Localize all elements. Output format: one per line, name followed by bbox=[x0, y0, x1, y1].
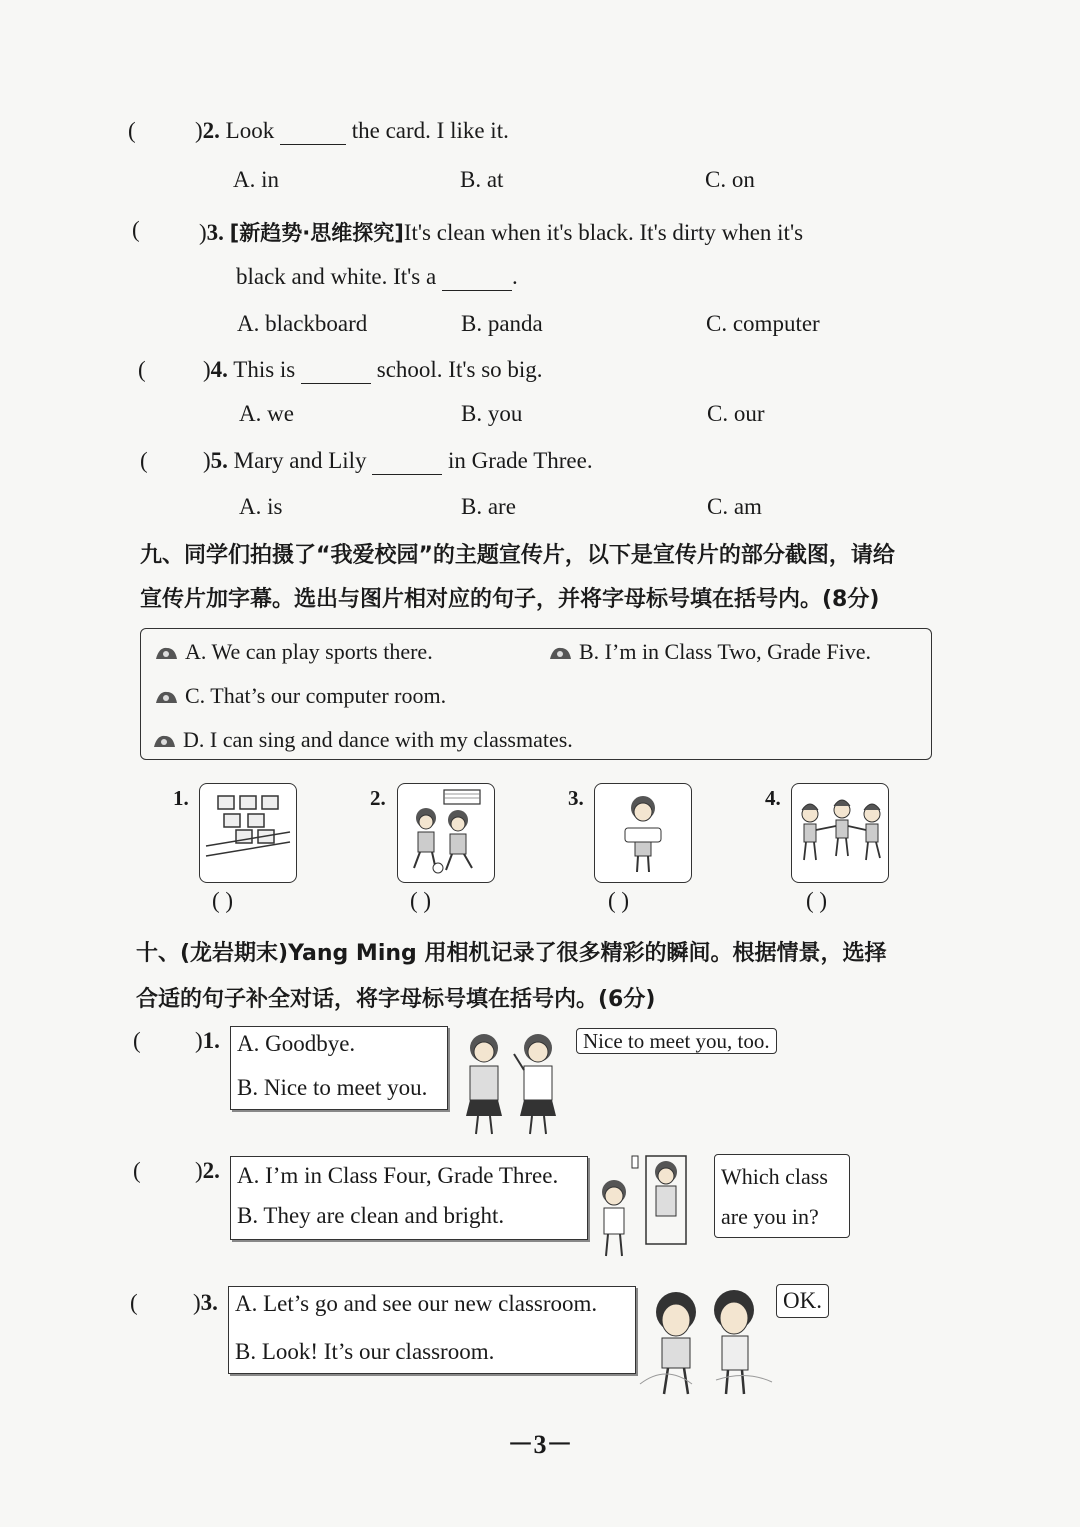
picture-number: 2. bbox=[370, 786, 386, 810]
dialogue-3-number: )3. bbox=[193, 1290, 218, 1315]
section-9-title-line2: 宣传片加字幕。选出与图片相对应的句子，并将字母标号填在括号内。(8分) bbox=[140, 587, 880, 612]
question-text-pre: Look bbox=[225, 118, 275, 143]
boy-and-girl-illustration bbox=[590, 1152, 714, 1264]
dialogue-1-number: )1. bbox=[195, 1028, 220, 1053]
answer-paren-open: ( bbox=[140, 448, 148, 473]
question-number: 3. bbox=[206, 220, 224, 245]
question-tag: [新趋势·思维探究] bbox=[229, 221, 404, 245]
camera-icon bbox=[153, 645, 179, 661]
boy-with-sign-picture bbox=[594, 783, 692, 883]
question-text: black and white. It's a bbox=[236, 264, 437, 289]
option-c: C. am bbox=[707, 494, 762, 519]
question-3-line2 bbox=[236, 264, 518, 291]
question-3 bbox=[199, 217, 803, 247]
question-number: 5. bbox=[210, 448, 228, 473]
picture-number: 1. bbox=[173, 786, 189, 810]
dialogue-option-b: B. Look! It’s our classroom. bbox=[235, 1339, 495, 1364]
option-c: C. computer bbox=[706, 311, 820, 336]
answer-blank[interactable] bbox=[442, 264, 512, 291]
dialogue-option-b: B. They are clean and bright. bbox=[237, 1203, 505, 1228]
option-a: A. we bbox=[239, 401, 294, 426]
question-text-pre: This is bbox=[233, 357, 296, 382]
answer-paren-open: ( bbox=[128, 118, 136, 143]
two-boys-illustration bbox=[636, 1284, 776, 1402]
answer-paren-open: ( bbox=[133, 1158, 141, 1183]
answer-paren-open: ( bbox=[132, 217, 140, 242]
children-dancing-picture bbox=[791, 783, 889, 883]
close-paren: ) bbox=[203, 448, 211, 473]
option-b: B. you bbox=[461, 401, 523, 426]
answer-blank[interactable] bbox=[280, 118, 346, 145]
question-text-post: school. It's so big. bbox=[376, 357, 543, 382]
answer-blank[interactable] bbox=[372, 448, 442, 475]
two-girls-illustration bbox=[446, 1026, 576, 1141]
section-9-title-line1: 九、同学们拍摄了“我爱校园”的主题宣传片，以下是宣传片的部分截图，请给 bbox=[140, 543, 895, 568]
speech-line: Which class bbox=[721, 1164, 828, 1189]
sentence-option-b: B. I’m in Class Two, Grade Five. bbox=[547, 639, 871, 665]
answer-paren-open: ( bbox=[130, 1290, 138, 1315]
answer-blank[interactable] bbox=[301, 357, 371, 384]
question-text-pre: Mary and Lily bbox=[233, 448, 367, 473]
dialogue-2-options bbox=[230, 1156, 588, 1240]
option-a: A. blackboard bbox=[237, 311, 368, 336]
picture-number: 3. bbox=[568, 786, 584, 810]
football-picture bbox=[397, 783, 495, 883]
picture-answer-paren[interactable]: ( ) bbox=[608, 888, 630, 913]
picture-answer-paren[interactable]: ( ) bbox=[212, 888, 234, 913]
picture-answer-paren[interactable]: ( ) bbox=[410, 888, 432, 913]
question-5 bbox=[203, 448, 593, 475]
speech-bubble: Nice to meet you, too. bbox=[576, 1028, 777, 1054]
question-text-post: in Grade Three. bbox=[448, 448, 593, 473]
question-number: 2. bbox=[202, 118, 220, 143]
answer-paren-open: ( bbox=[133, 1028, 141, 1053]
speech-bubble: OK. bbox=[776, 1284, 829, 1318]
page-number: －3－ bbox=[507, 1430, 573, 1459]
sentence-options-box bbox=[140, 628, 932, 760]
camera-icon bbox=[151, 733, 177, 749]
dialogue-option-b: B. Nice to meet you. bbox=[237, 1075, 428, 1100]
picture-number: 4. bbox=[765, 786, 781, 810]
section-10-title-line2: 合适的句子补全对话，将字母标号填在括号内。(6分) bbox=[136, 987, 656, 1012]
computer-room-picture bbox=[199, 783, 297, 883]
sentence-option-d: D. I can sing and dance with my classmates. bbox=[151, 727, 573, 753]
option-c: C. on bbox=[705, 167, 755, 192]
close-paren: ) bbox=[195, 118, 203, 143]
dialogue-option-a: A. Goodbye. bbox=[237, 1031, 356, 1056]
camera-icon bbox=[153, 689, 179, 705]
dialogue-1-options bbox=[230, 1026, 448, 1110]
question-2 bbox=[195, 118, 509, 145]
option-a: A. is bbox=[239, 494, 283, 519]
picture-answer-paren[interactable]: ( ) bbox=[806, 888, 828, 913]
question-text: It's clean when it's black. It's dirty when it's bbox=[403, 220, 804, 245]
sentence-option-c: C. That’s our computer room. bbox=[153, 683, 446, 709]
speech-line: are you in? bbox=[721, 1204, 819, 1229]
option-c: C. our bbox=[707, 401, 765, 426]
answer-paren-open: ( bbox=[138, 357, 146, 382]
section-10-title-line1: 十、(龙岩期末)Yang Ming 用相机记录了很多精彩的瞬间。根据情景，选择 bbox=[136, 941, 887, 966]
question-4 bbox=[203, 357, 543, 384]
option-b: B. are bbox=[461, 494, 516, 519]
period: . bbox=[511, 264, 518, 289]
question-number: 4. bbox=[210, 357, 228, 382]
option-b: B. at bbox=[460, 167, 504, 192]
close-paren: ) bbox=[199, 220, 207, 245]
dialogue-3-options bbox=[228, 1286, 636, 1374]
camera-icon bbox=[547, 645, 573, 661]
dialogue-option-a: A. Let’s go and see our new classroom. bbox=[235, 1291, 598, 1316]
close-paren: ) bbox=[203, 357, 211, 382]
dialogue-2-number: )2. bbox=[195, 1158, 220, 1183]
question-text-post: the card. I like it. bbox=[351, 118, 509, 143]
option-a: A. in bbox=[233, 167, 279, 192]
option-b: B. panda bbox=[461, 311, 543, 336]
speech-bubble bbox=[714, 1154, 850, 1238]
sentence-option-a: A. We can play sports there. bbox=[153, 639, 433, 665]
dialogue-option-a: A. I’m in Class Four, Grade Three. bbox=[237, 1163, 559, 1188]
